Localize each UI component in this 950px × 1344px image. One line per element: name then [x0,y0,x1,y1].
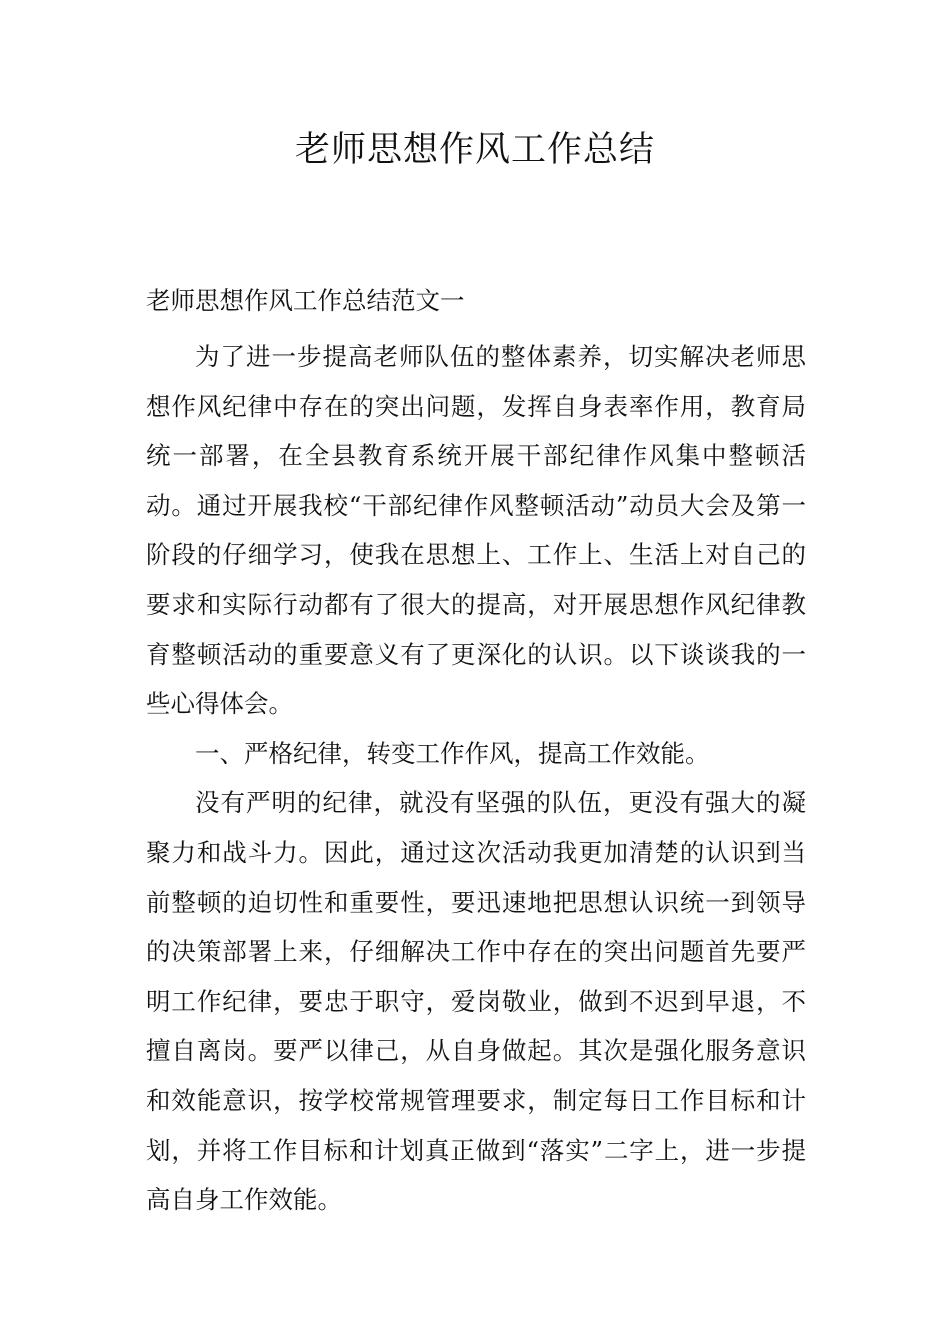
paragraph-discipline: 没有严明的纪律，就没有坚强的队伍，更没有强大的凝聚力和战斗力。因此，通过这次活动我更加清楚的认识到当前整顿的迫切性和重要性，要迅速地把思想认识统一到领导的决策部署上来，仔细解决工作中存在的突出问题首先要严明工作纪律，要忠于职守，爱岗敬业，做到不迟到早退，不擅自离岗。要严以律己，从自身做起。其次是强化服务意识和效能意识，按学校常规管理要求，制定每日工作目标和计划，并将工作目标和计划真正做到“落实”二字上，进一步提高自身工作效能。 [146,788,806,1215]
page-title: 老师思想作风工作总结 [294,130,655,170]
body-text [146,332,806,1225]
paragraph-intro: 为了进一步提高老师队伍的整体素养，切实解决老师思想作风纪律中存在的突出问题，发挥自身表率作用，教育局统一部署，在全县教育系统开展干部纪律作风集中整顿活动。通过开展我校“干部纪律作风整顿活动”动员大会及第一阶段的仔细学习，使我在思想上、工作上、生活上对自己的要求和实际行动都有了很大的提高，对开展思想作风纪律教育整顿活动的重要意义有了更深化的认识。以下谈谈我的一些心得体会。 [146,342,806,719]
section-subtitle: 老师思想作风工作总结范文一 [146,286,465,315]
paragraph-heading-one: 一、严格纪律，转变工作作风，提高工作效能。 [195,738,710,768]
